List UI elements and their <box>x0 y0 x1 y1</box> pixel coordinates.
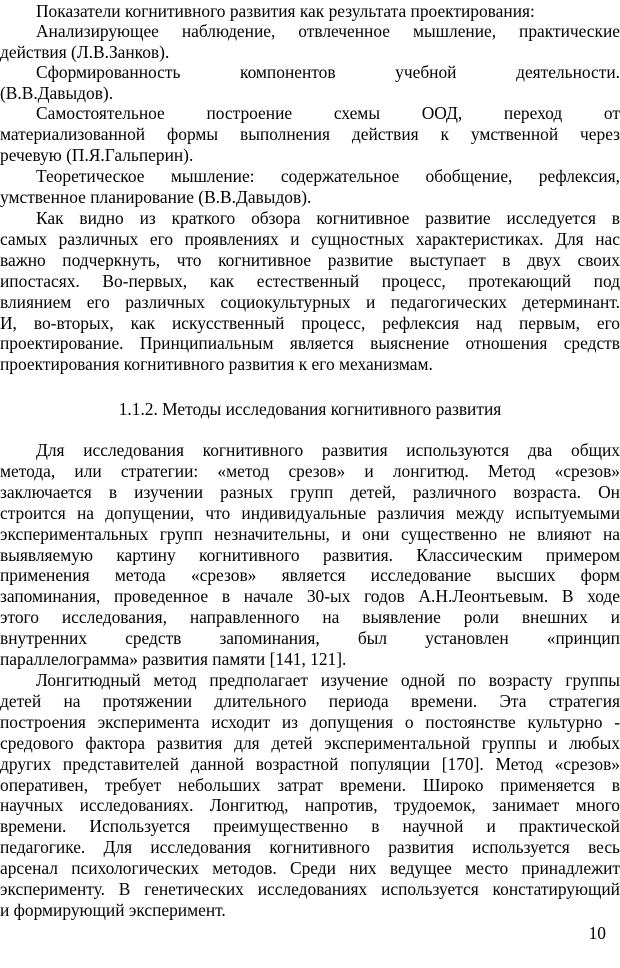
text-line: речевую (П.Я.Гальперин). <box>0 145 194 165</box>
text-line: умственное планирование (В.В.Давыдов). <box>0 187 312 207</box>
text-line: Самостоятельное построение схемы ООД, переход от <box>36 103 620 123</box>
text-line: метода, или стратегии: «метод срезов» и лонгитюд. Метод «срезов» <box>0 461 620 481</box>
section-heading: 1.1.2. Методы исследования когнитивного развития <box>118 399 502 419</box>
text-line: важно подчеркнуть, что когнитивное развитие выступает в двух своих <box>0 250 620 270</box>
text-line: других представителей данной возрастной популяции [170]. Метод «срезов» <box>0 754 620 774</box>
text-line: эксперименту. В генетических исследованиях используется констатирующий <box>0 879 620 899</box>
text-line: построения эксперимента исходит из допущения о постоянстве культурно - <box>0 712 620 732</box>
text-line: Как видно из краткого обзора когнитивное развитие исследуется в <box>36 208 620 228</box>
text-line: Сформированность компонентов учебной деятельности. <box>36 62 620 82</box>
text-line: арсенал психологических методов. Среди них ведущее место принадлежит <box>0 858 620 878</box>
text-line: материализованной формы выполнения действия к умственной через <box>0 124 620 144</box>
text-line: ипостасях. Во-первых, как естественный процесс, протекающий под <box>0 271 620 291</box>
text-line: самых различных его проявлениях и сущностных характеристиках. Для нас <box>0 229 620 249</box>
text-line: выявляемую картину когнитивного развития. Классическим примером <box>0 545 620 565</box>
text-line: Для исследования когнитивного развития используются два общих <box>36 440 620 460</box>
text-line: влиянием его различных социокультурных и педагогических детерминант. <box>0 292 620 312</box>
text-line: Анализирующее наблюдение, отвлеченное мышление, практические <box>36 21 620 41</box>
text-line: Теоретическое мышление: содержательное обобщение, рефлексия, <box>36 166 620 186</box>
text-line: средового фактора развития для детей экспериментальной группы и любых <box>0 733 620 753</box>
text-line: времени. Используется преимущественно в научной и практической <box>0 816 620 836</box>
text-line: внутренних средств запоминания, был установлен «принцип <box>0 628 620 648</box>
text-line: действия (Л.В.Занков). <box>0 42 170 62</box>
page-number: 10 <box>588 923 606 943</box>
text-line: педагогике. Для исследования когнитивного развития используется весь <box>0 837 620 857</box>
text-line: запоминания, проведенное в начале 30-ых годов А.Н.Леонтьевым. В ходе <box>0 586 620 606</box>
text-line: оперативен, требует небольших затрат времени. Широко применяется в <box>0 775 620 795</box>
text-line: заключается в изучении разных групп детей, различного возраста. Он <box>0 482 620 502</box>
text-line: (В.В.Давыдов). <box>0 83 114 103</box>
text-line: этого исследования, направленного на выявление роли внешних и <box>0 607 620 627</box>
text-line: детей на протяжении длительного периода времени. Эта стратегия <box>0 691 620 711</box>
text-line: Показатели когнитивного развития как результата проектирования: <box>36 1 535 21</box>
text-line: и формирующий эксперимент. <box>0 900 226 920</box>
text-line: параллелограмма» развития памяти [141, 121]. <box>0 649 347 669</box>
text-line: И, во-вторых, как искусственный процесс, рефлексия над первым, его <box>0 313 620 333</box>
text-line: проектирования когнитивного развития к его механизмам. <box>0 354 433 374</box>
text-line: Лонгитюдный метод предполагает изучение одной по возрасту группы <box>36 670 620 690</box>
text-line: применения метода «срезов» является исследование высших форм <box>0 565 620 585</box>
text-line: проектирование. Принципиальным является выяснение отношения средств <box>0 333 620 353</box>
text-line: научных исследованиях. Лонгитюд, напротив, трудоемок, занимает много <box>0 795 620 815</box>
text-line: строится на допущении, что индивидуальные различия между испытуемыми <box>0 503 620 523</box>
text-line: экспериментальных групп незначительны, и они существенно не влияют на <box>0 524 620 544</box>
